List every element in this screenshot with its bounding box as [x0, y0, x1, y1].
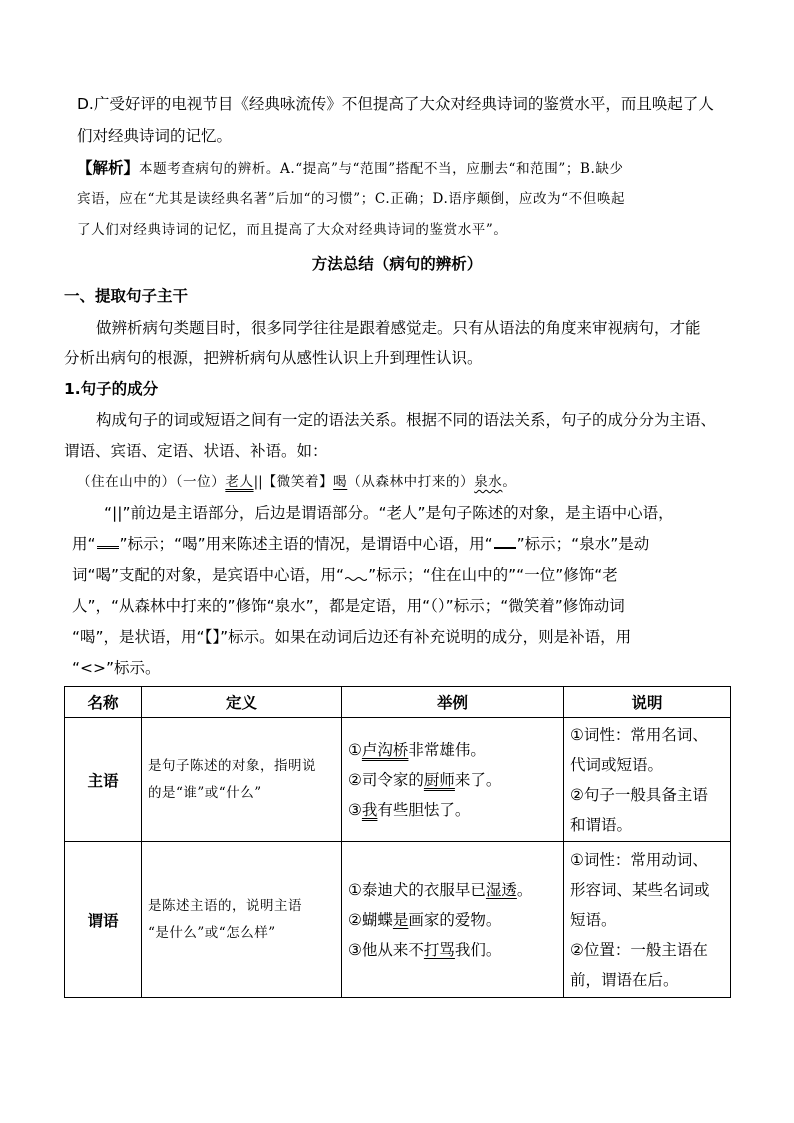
para2-line-2: 谓语、宾语、定语、状语、补语。如： — [64, 442, 328, 460]
heading-extract-main: 一、提取句子主干 — [64, 287, 189, 305]
row-name: 主语 — [65, 718, 142, 842]
table-row — [65, 842, 731, 998]
para3-line-5: “喝”，是状语，用“【】”标示。如果在动词后边还有补充说明的成分，则是补语，用 — [72, 628, 632, 646]
para2-line-1: 构成句子的词或短语之间有一定的语法关系。根据不同的语法关系，句子的成分分为主语、 — [96, 411, 717, 429]
para1-line-1: 做辨析病句类题目时，很多同学往往是跟着感觉走。只有从语法的角度来审视病句，才能 — [96, 319, 701, 337]
example-sentence: （住在山中的）（一位）老人||【微笑着】喝（从森林中打来的）泉水。 — [77, 474, 517, 490]
para3-line-4: 人”，“从森林中打来的”修饰“泉水”，都是定语，用“（）”标示；“微笑着”修饰动词 — [72, 597, 625, 615]
example-object: 泉水 — [474, 474, 503, 490]
double-underline-mark — [97, 534, 119, 549]
row-name: 谓语 — [65, 842, 142, 998]
row-definition: 是陈述主语的，说明主语 “是什么”或“怎么样” — [142, 842, 342, 998]
example-verb: 喝 — [333, 474, 348, 490]
components-table — [64, 686, 731, 998]
wavy-underline-mark — [345, 568, 367, 580]
single-underline-mark — [494, 535, 516, 549]
option-d-line-2: 们对经典诗词的记忆。 — [77, 127, 233, 145]
header-definition: 定义 — [142, 687, 342, 718]
analysis-line-3: 了人们对经典诗词的记忆，而且提高了大众对经典诗词的鉴赏水平”。 — [77, 222, 508, 238]
row-note: ①词性：常用名词、 代词或短语。 ②句子一般具备主语 和谓语。 — [564, 718, 731, 842]
row-examples: ①泰迪犬的衣服早已湿透。 ②蝴蝶是画家的爱物。 ③他从来不打骂我们。 — [342, 842, 564, 998]
header-note: 说明 — [564, 687, 731, 718]
para3-line-2: 用“ ”标示；“喝”用来陈述主语的情况，是谓语中心语，用“ ”标示；“泉水”是动 — [72, 535, 650, 553]
para3-line-1: “||”前边是主语部分，后边是谓语部分。“老人”是句子陈述的对象，是主语中心语， — [104, 504, 674, 522]
header-example: 举例 — [342, 687, 564, 718]
para3-line-3: 词“喝”支配的对象，是宾语中心语，用“ ”标示；“住在山中的”“一位”修饰“老 — [72, 566, 618, 584]
row-definition: 是句子陈述的对象，指明说 的是“谁”或“什么” — [142, 718, 342, 842]
row-examples: ①卢沟桥非常雄伟。 ②司令家的厨师来了。 ③我有些胆怯了。 — [342, 718, 564, 842]
table-row — [65, 718, 731, 842]
row-note: ①词性：常用动词、 形容词、某些名词或 短语。 ②位置：一般主语在 前，谓语在后。 — [564, 842, 731, 998]
header-name: 名称 — [65, 687, 142, 718]
subheading-sentence-components: 1.句子的成分 — [64, 380, 159, 398]
para1-line-2: 分析出病句的根源，把辨析病句从感性认识上升到理性认识。 — [64, 349, 483, 367]
example-subject: 老人 — [225, 474, 254, 490]
section-title: 方法总结（病句的辨析） — [311, 255, 483, 273]
analysis-label: 【解析】 — [77, 159, 140, 177]
para3-line-6: “<>”标示。 — [72, 659, 161, 677]
option-d-line-1: D.广受好评的电视节目《经典咏流传》不但提高了大众对经典诗词的鉴赏水平，而且唤起了人 — [77, 95, 714, 113]
analysis-line-1: 【解析】本题考查病句的辨析。A.“提高”与“范围”搭配不当，应删去“和范围”；B.缺少 — [77, 159, 624, 177]
analysis-line-2: 宾语，应在“尤其是读经典名著”后加“的习惯”；C.正确；D.语序颠倒，应改为“不但唤起 — [77, 191, 626, 207]
table-header-row — [65, 687, 731, 718]
